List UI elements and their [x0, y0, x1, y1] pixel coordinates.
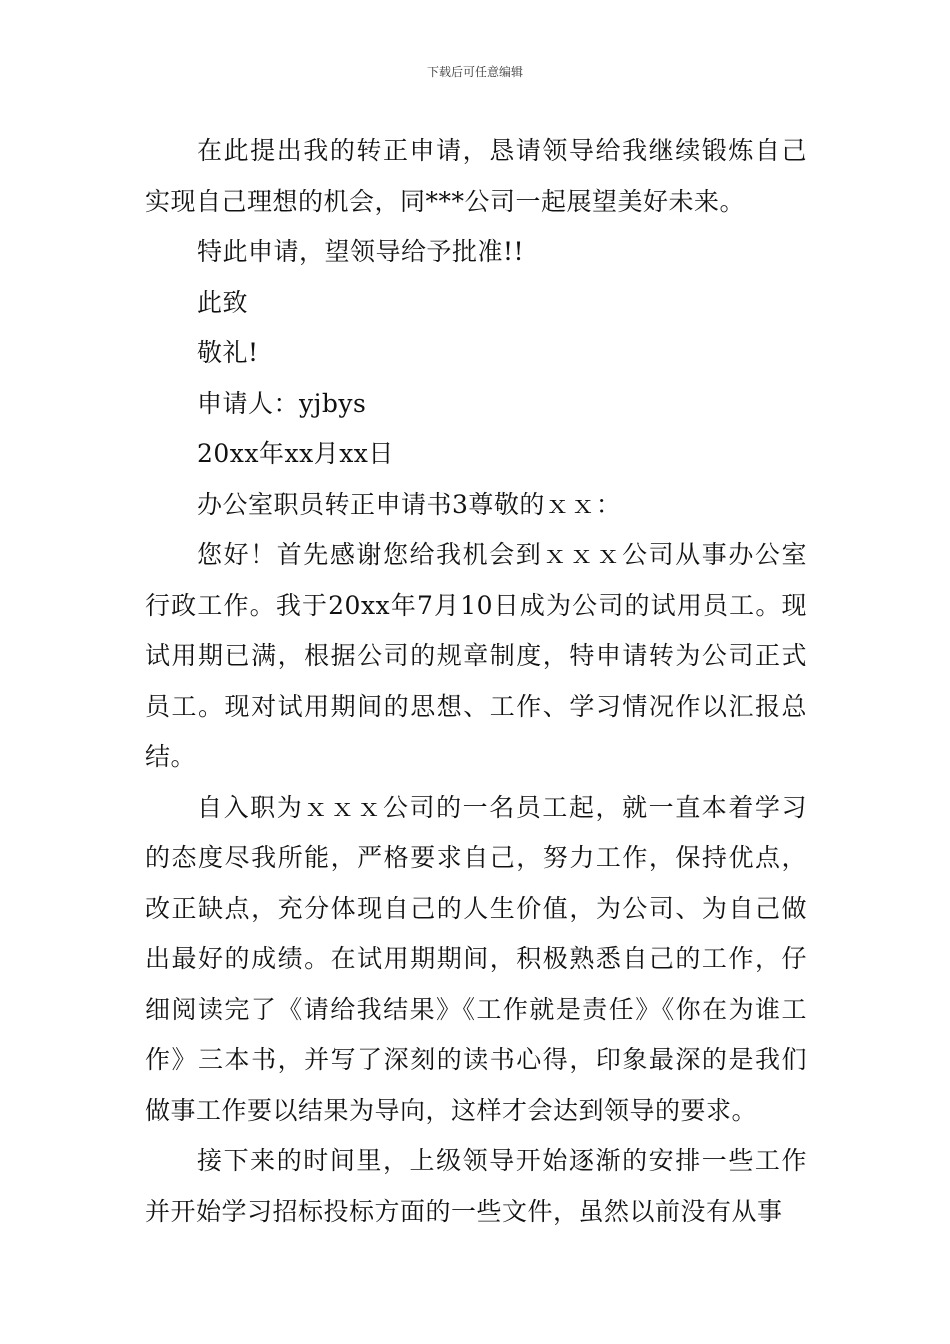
paragraph-approval-request: 特此申请，望领导给予批准!! [197, 237, 525, 266]
document-body [145, 126, 807, 1237]
paragraph-work-summary: 自入职为ｘｘｘ公司的一名员工起，就一直本着学习的态度尽我所能，严格要求自己，努力工作，保持优点，改正缺点，充分体现自己的人生价值，为公司、为自己做出最好的成绩。在试用期期间，积极熟悉自己的工作，仔细阅读完了《请给我结果》《工作就是责任》《你在为谁工作》三本书，并写了深刻的读书心得，印象最深的是我们做事工作要以结果为导向，这样才会达到领导的要求。 [145, 792, 807, 1125]
closing-regards: 敬礼! [197, 338, 259, 367]
paragraph-greeting: 您好！首先感谢您给我机会到ｘｘｘ公司从事办公室行政工作。我于20xx年7月10日成为公司的试用员工。现试用期已满，根据公司的规章制度，特申请转为公司正式员工。现对试用期间的思想、工作、学习情况作以汇报总结。 [145, 540, 807, 771]
applicant-signature: 申请人：yjbys [197, 388, 367, 418]
paragraph-application-request: 在此提出我的转正申请，恳请领导给我继续锻炼自己实现自己理想的机会，同***公司一起展望美好未来。 [145, 136, 807, 216]
paragraph-next-period: 接下来的时间里，上级领导开始逐渐的安排一些工作并开始学习招标投标方面的一些文件，虽然以前没有从事 [145, 1146, 807, 1226]
date-line: 20xx年xx月xx日 [197, 439, 394, 468]
section-title-line: 办公室职员转正申请书3尊敬的ｘｘ： [197, 489, 622, 519]
closing-salutation: 此致 [197, 287, 249, 317]
page-header-note: 下载后可任意编辑 [426, 65, 523, 79]
